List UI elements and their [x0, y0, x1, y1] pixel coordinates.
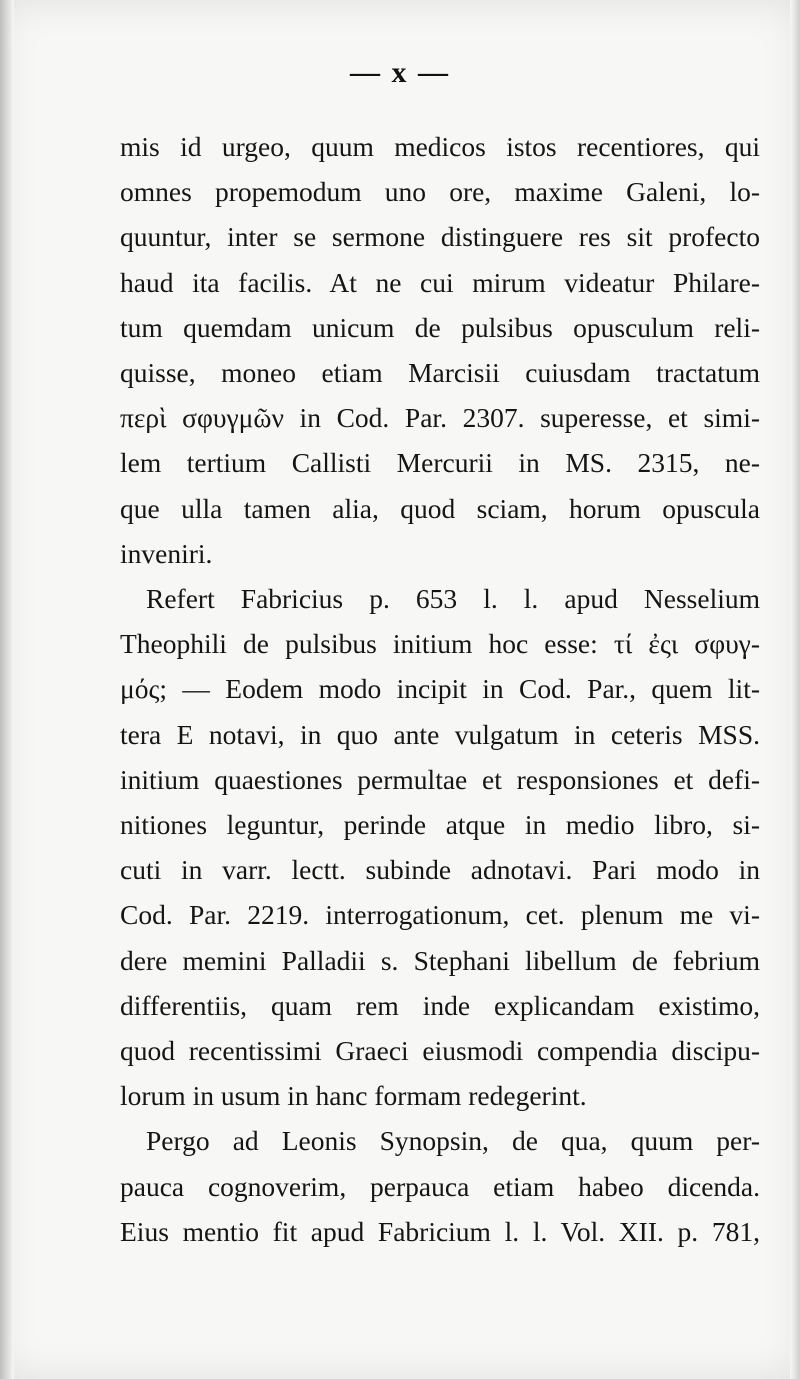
- text-line: nitiones leguntur, perinde atque in medio libro, si-: [120, 809, 760, 841]
- text-line: inveniri.: [120, 537, 213, 569]
- text-line: omnes propemodum uno ore, maxime Galeni, lo-: [120, 176, 760, 208]
- text-line: differentiis, quam rem inde explicandam existimo,: [120, 989, 760, 1021]
- text-line: Cod. Par. 2219. interrogationum, cet. plenum me vi-: [120, 899, 760, 931]
- text-line: Pergo ad Leonis Synopsin, de qua, quum per-: [146, 1125, 760, 1157]
- text-line: tum quemdam unicum de pulsibus opusculum reli-: [120, 311, 760, 343]
- text-line: περὶ σφυγμῶν in Cod. Par. 2307. superesse, et simi-: [120, 402, 760, 434]
- text-line: quisse, moneo etiam Marcisii cuiusdam tractatum: [120, 357, 760, 389]
- text-line: Refert Fabricius p. 653 l. l. apud Nesselium: [146, 583, 760, 615]
- text-line: μός; — Eodem modo incipit in Cod. Par., quem lit-: [120, 673, 760, 705]
- text-line: lem tertium Callisti Mercurii in MS. 2315, ne-: [120, 447, 760, 479]
- text-line: cuti in varr. lectt. subinde adnotavi. Pari modo in: [120, 854, 760, 886]
- text-line: haud ita facilis. At ne cui mirum videatur Philare-: [120, 266, 760, 298]
- text-line: dere memini Palladii s. Stephani libellum de febrium: [120, 944, 760, 976]
- page-left-shadow: [0, 0, 14, 1379]
- page-number: — x —: [350, 56, 450, 89]
- page-right-shadow: [790, 0, 800, 1379]
- text-line: Theophili de pulsibus initium hoc esse: τί ἐςι σφυγ-: [120, 628, 760, 660]
- text-line: quuntur, inter se sermone distinguere res sit profecto: [120, 221, 760, 253]
- text-line: que ulla tamen alia, quod sciam, horum opuscula: [120, 492, 760, 524]
- text-line: lorum in usum in hanc formam redegerint.: [120, 1080, 587, 1112]
- text-line: pauca cognoverim, perpauca etiam habeo dicenda.: [120, 1170, 760, 1202]
- text-line: initium quaestiones permultae et responsiones et defi-: [120, 763, 760, 795]
- body-text: [120, 124, 760, 1254]
- text-line: quod recentissimi Graeci eiusmodi compendia discipu-: [120, 1035, 760, 1067]
- text-line: mis id urgeo, quum medicos istos recentiores, qui: [120, 131, 760, 162]
- text-line: tera E notavi, in quo ante vulgatum in ceteris MSS.: [120, 718, 760, 750]
- text-line: Eius mentio fit apud Fabricium l. l. Vol. XII. p. 781,: [120, 1215, 760, 1247]
